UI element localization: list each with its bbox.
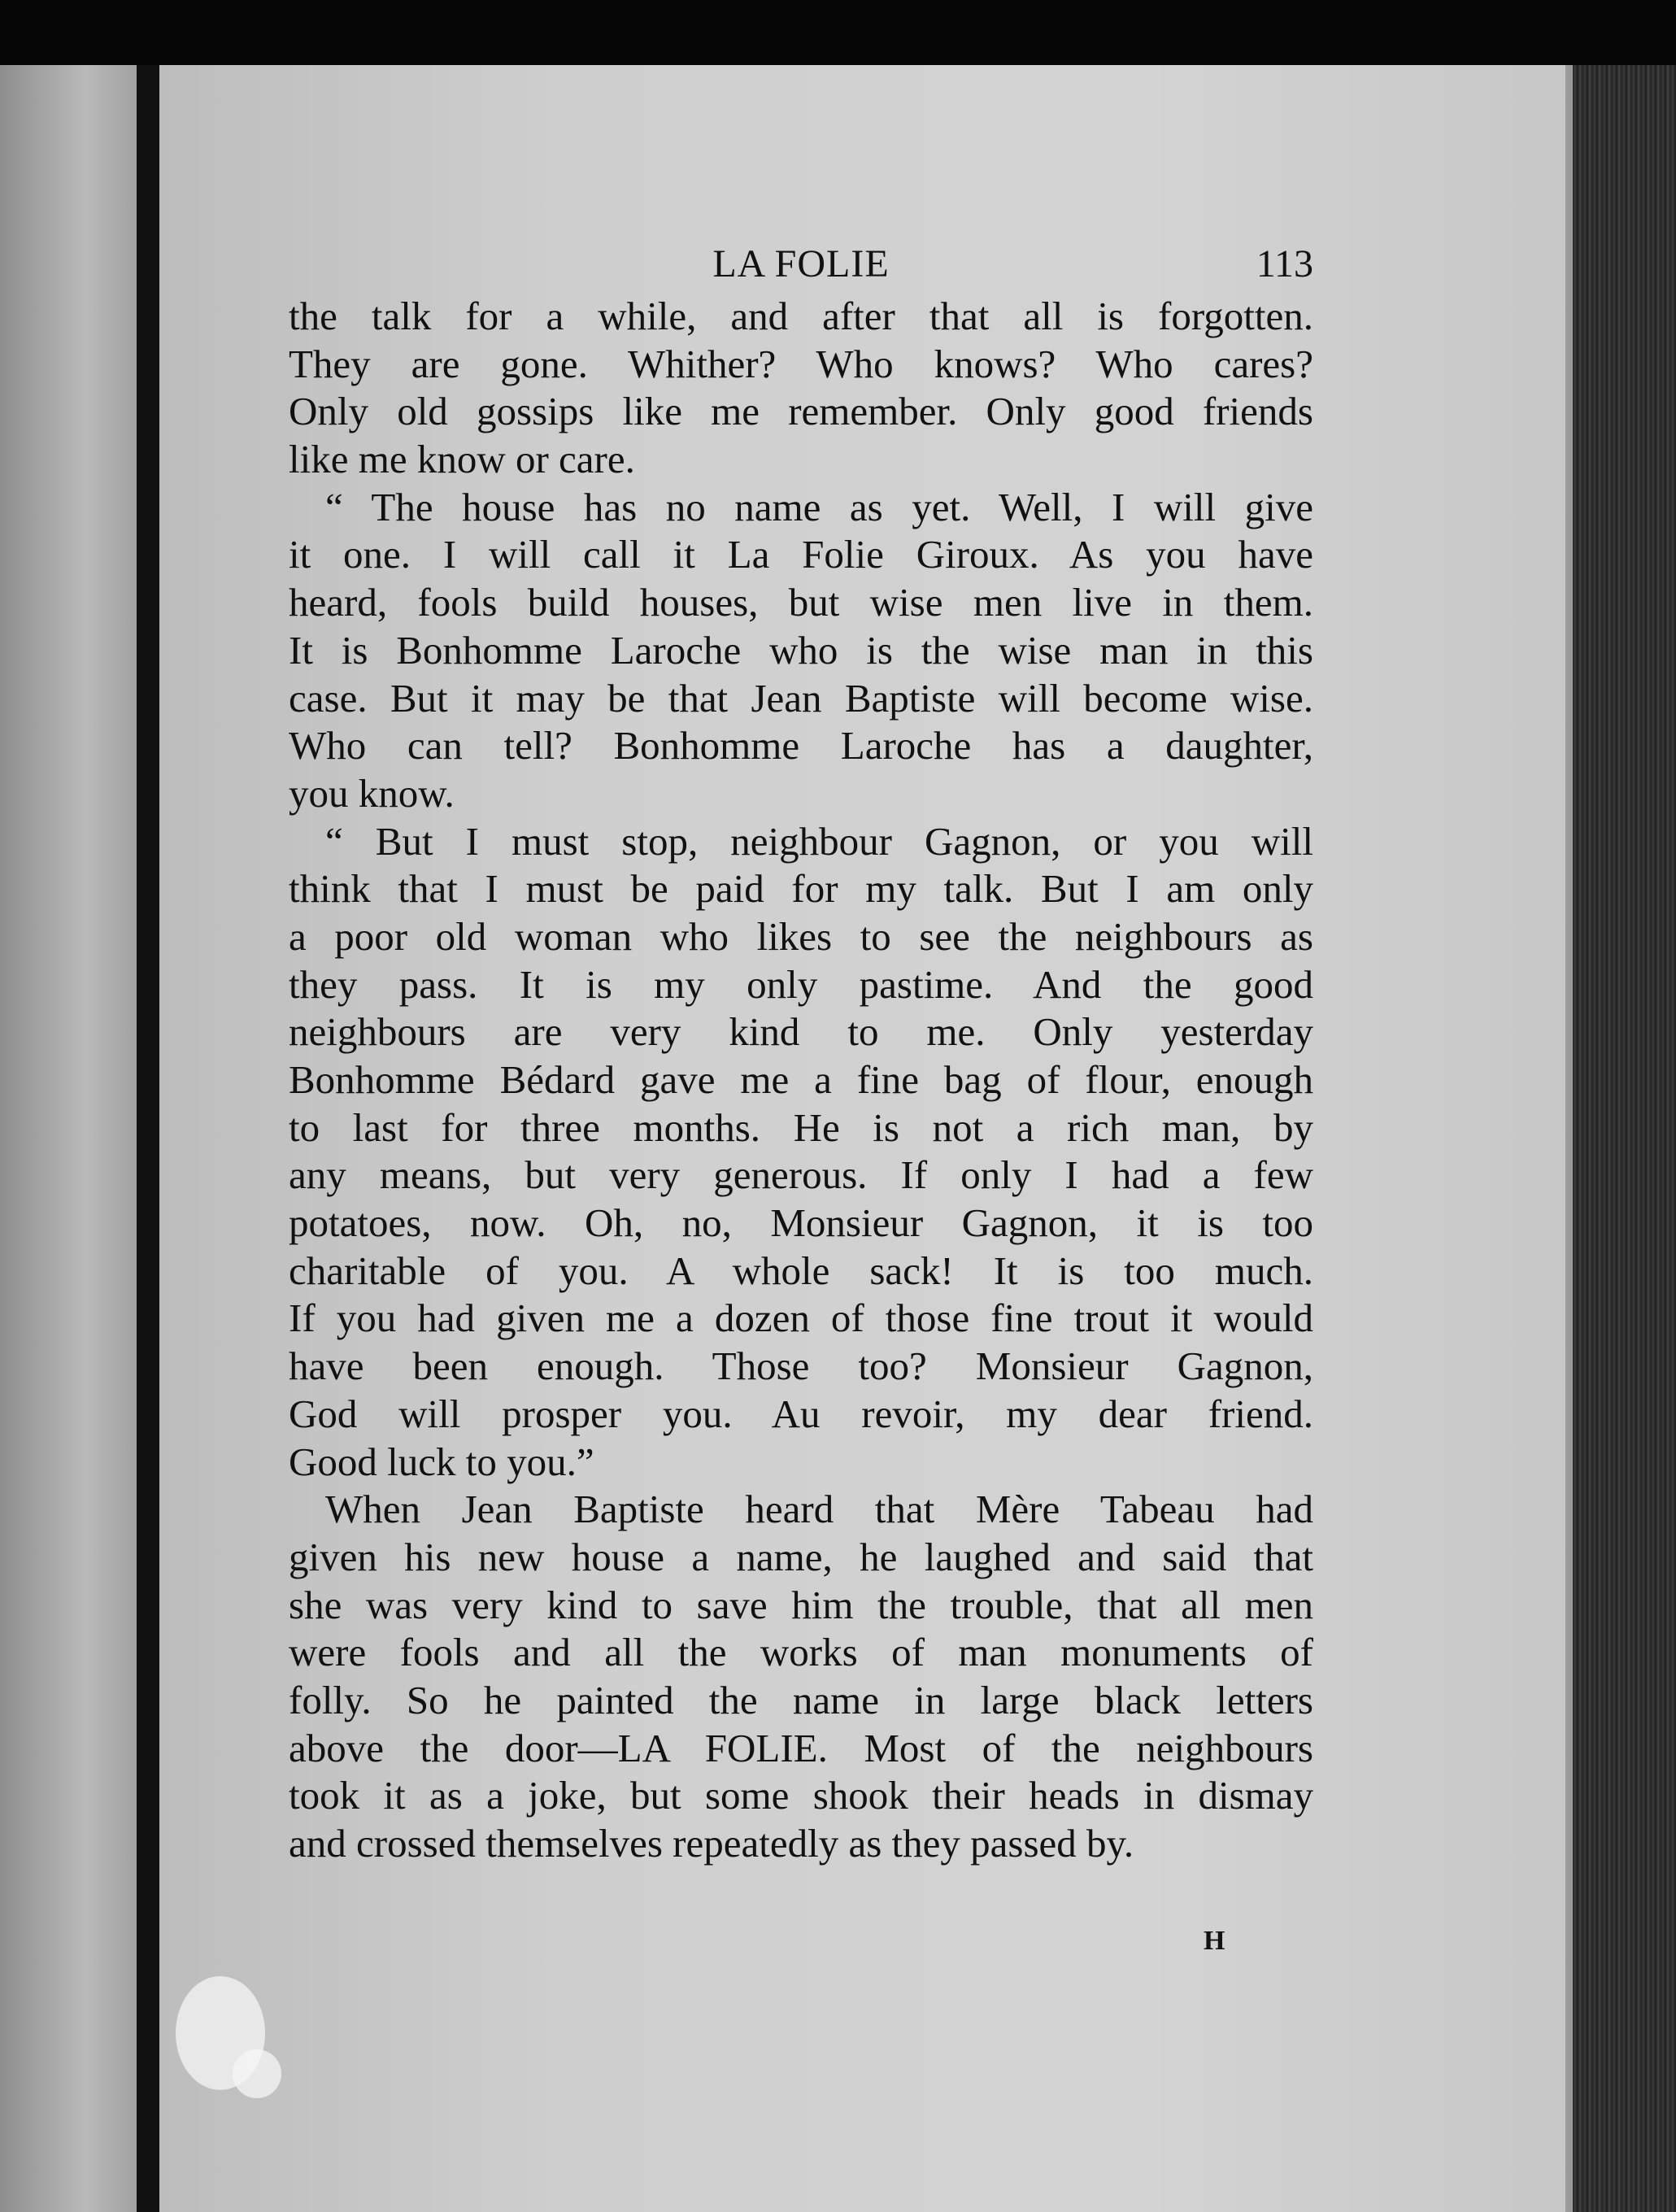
text-line: Bonhomme Bédard gave me a fine bag of flour, enough — [289, 1057, 1313, 1102]
text-line: “ But I must stop, neighbour Gagnon, or you will — [325, 818, 1313, 864]
text-line: When Jean Baptiste heard that Mère Tabeau had — [325, 1487, 1313, 1532]
text-line: It is Bonhomme Laroche who is the wise man in this — [289, 627, 1313, 673]
text-line: have been enough. Those too? Monsieur Gagnon, — [289, 1343, 1313, 1389]
text-line: heard, fools build houses, but wise men live in them. — [289, 580, 1313, 625]
page-number: 113 — [1256, 242, 1313, 285]
text-line: any means, but very generous. If only I had a few — [289, 1152, 1313, 1198]
text-line: Who can tell? Bonhomme Laroche has a daughter, — [289, 723, 1313, 769]
text-line: like me know or care. — [289, 437, 635, 482]
previous-page-edge — [0, 65, 155, 2212]
text-line: case. But it may be that Jean Baptiste will become wise. — [289, 675, 1313, 721]
running-title: LA FOLIE — [712, 242, 890, 285]
text-line: took it as a joke, but some shook their heads in dismay — [289, 1773, 1313, 1818]
text-line: God will prosper you. Au revoir, my dear friend. — [289, 1391, 1313, 1436]
text-line: it one. I will call it La Folie Giroux. As you have — [289, 532, 1313, 577]
text-line: They are gone. Whither? Who knows? Who cares? — [289, 341, 1313, 386]
text-line: to last for three months. He is not a rich man, by — [289, 1104, 1313, 1150]
paper-blemish — [233, 2049, 281, 2098]
text-line: were fools and all the works of man monuments of — [289, 1630, 1313, 1675]
text-line: “ The house has no name as yet. Well, I will give — [325, 484, 1313, 529]
text-line: they pass. It is my only pastime. And the good — [289, 961, 1313, 1007]
text-line: Only old gossips like me remember. Only good friends — [289, 389, 1313, 434]
text-line: If you had given me a dozen of those fine trout it would — [289, 1295, 1313, 1341]
page-text-block — [289, 236, 1313, 1868]
page-header — [289, 236, 1313, 293]
text-line: think that I must be paid for my talk. But I am only — [289, 866, 1313, 912]
text-line: potatoes, now. Oh, no, Monsieur Gagnon, it is too — [289, 1200, 1313, 1246]
text-line: the talk for a while, and after that all is forgotten. — [289, 294, 1313, 338]
text-line: and crossed themselves repeatedly as they passed by. — [289, 1821, 1134, 1866]
text-line: she was very kind to save him the trouble, that all men — [289, 1582, 1313, 1627]
book-fore-edge — [1573, 65, 1676, 2212]
text-line: above the door—LA FOLIE. Most of the neighbours — [289, 1725, 1313, 1770]
signature-mark: H — [1204, 1926, 1225, 1956]
page-edge-shadow — [1565, 65, 1573, 2212]
text-line: a poor old woman who likes to see the neighbours as — [289, 913, 1313, 959]
text-line: neighbours are very kind to me. Only yesterday — [289, 1009, 1313, 1055]
text-line: folly. So he painted the name in large black letters — [289, 1677, 1313, 1722]
text-line: given his new house a name, he laughed and said that — [289, 1534, 1313, 1579]
book-gutter — [137, 65, 159, 2212]
body-text — [289, 293, 1313, 1868]
text-line: Good luck to you.” — [289, 1439, 594, 1484]
text-line: you know. — [289, 770, 455, 816]
text-line: charitable of you. A whole sack! It is too much. — [289, 1248, 1313, 1293]
